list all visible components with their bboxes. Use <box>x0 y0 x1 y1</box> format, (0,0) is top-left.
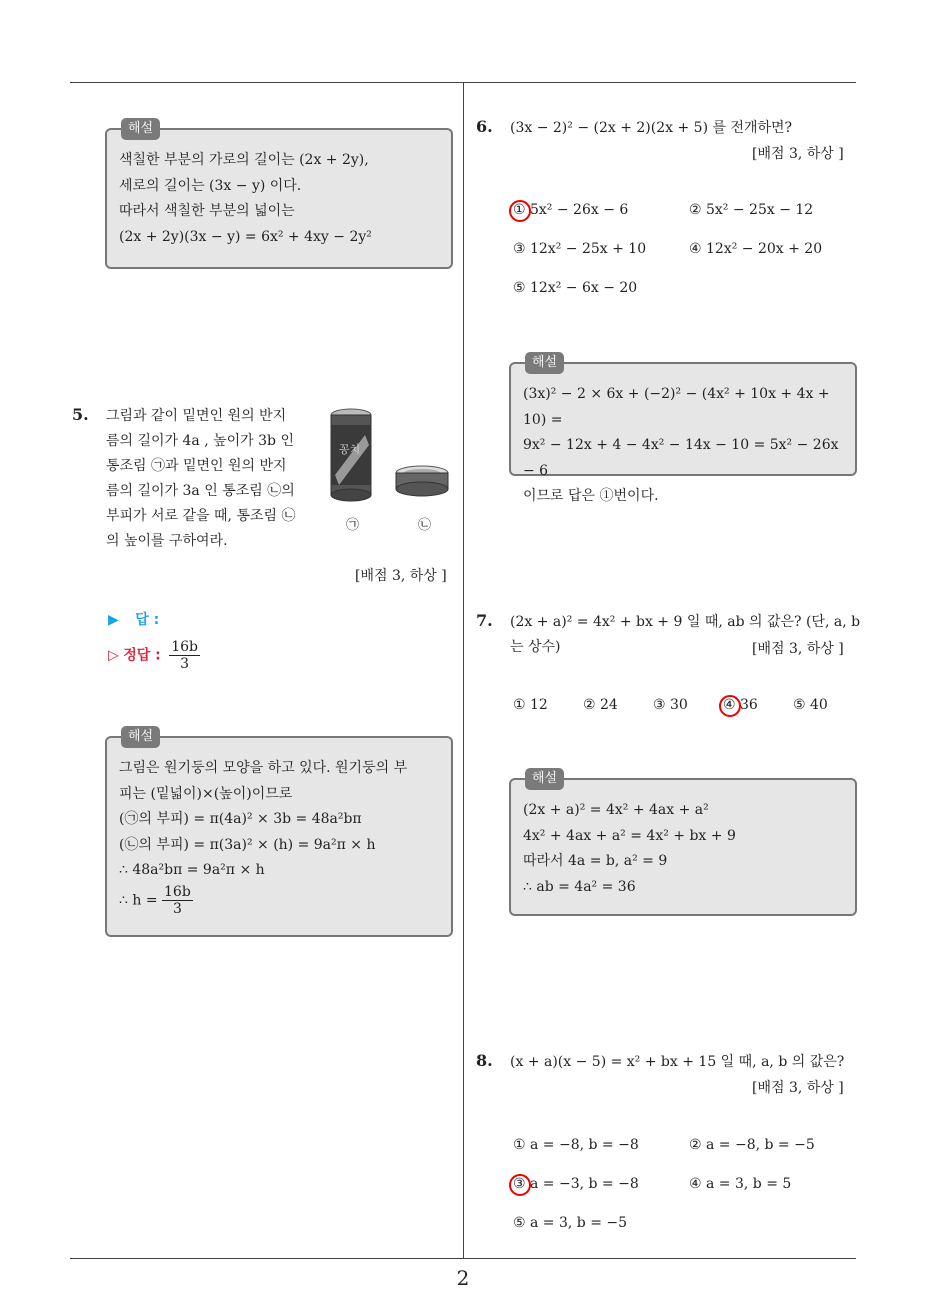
score-q7: [배점 3, 하상 ] <box>752 641 844 657</box>
solution-box-q5 <box>105 729 453 937</box>
option-q8-1[interactable]: ① a = −8, b = −8 <box>513 1137 639 1153</box>
solution-final-line <box>119 884 441 917</box>
solution-line: 9x² − 12x + 4 − 4x² − 14x − 10 = 5x² − 26x − 6 <box>523 437 839 479</box>
option-q6-5[interactable]: ⑤ 12x² − 6x − 20 <box>513 280 638 296</box>
solution-line: (3x)² − 2 × 6x + (−2)² − (4x² + 10x + 4x + 10) = <box>523 386 830 428</box>
can-illustrations <box>325 405 460 505</box>
solution-line: ∴ h = <box>119 892 158 908</box>
question-text-6: (3x − 2)² − (2x + 2)(2x + 5) 를 전개하면? <box>510 120 793 136</box>
solution-line: 4x² + 4ax + a² = 4x² + bx + 9 <box>523 827 736 844</box>
option-q8-4[interactable]: ④ a = 3, b = 5 <box>689 1176 792 1192</box>
option-q7-3[interactable]: ③ 30 <box>653 697 688 713</box>
solution-line: 그림은 원기둥의 모양을 하고 있다. 원기둥의 부 <box>119 760 408 776</box>
short-can-image <box>396 466 448 496</box>
solution-line: 따라서 4a = b, a² = 9 <box>523 853 668 869</box>
score-q6: [배점 3, 하상 ] <box>752 146 844 162</box>
option-q6-4[interactable]: ④ 12x² − 20x + 20 <box>689 241 823 257</box>
question-line: 름의 길이가 4a , 높이가 3b 인 <box>106 433 294 449</box>
can-caption-1: ㉠ <box>346 518 360 533</box>
fraction-numerator: 16b <box>164 883 191 900</box>
fraction-denominator: 3 <box>180 656 190 672</box>
solution-line: 피는 (밑넓이)×(높이)이므로 <box>119 785 293 802</box>
question-number-7: 7. <box>476 611 493 630</box>
solution-line: 색칠한 부분의 가로의 길이는 (2x + 2y), <box>119 152 369 168</box>
score-q8: [배점 3, 하상 ] <box>752 1080 844 1096</box>
answer-label: 답 : <box>135 612 160 628</box>
option-q6-1[interactable]: ① 5x² − 26x − 6 <box>513 202 629 218</box>
correct-arrow-icon: ▷ <box>108 647 119 664</box>
option-q8-3[interactable]: ③ a = −3, b = −8 <box>513 1176 639 1192</box>
question-number-5: 5. <box>72 405 89 424</box>
option-q8-5[interactable]: ⑤ a = 3, b = −5 <box>513 1215 628 1231</box>
option-q7-2[interactable]: ② 24 <box>583 697 618 713</box>
solution-tag: 해설 <box>525 768 564 790</box>
tall-can-image <box>331 409 371 501</box>
solution-tag: 해설 <box>121 726 160 748</box>
correct-answer-row <box>108 639 200 672</box>
solution-line: ∴ ab = 4a² = 36 <box>523 878 636 895</box>
correct-answer-label: 정답 : <box>123 647 161 664</box>
solution-line: 세로의 길이는 (3x − y) 이다. <box>119 177 302 194</box>
answer-arrow-icon: ▶ <box>108 612 119 628</box>
solution-line: (㉡의 부피) = π(3a)² × (h) = 9a²π × h <box>119 836 376 853</box>
option-q6-3[interactable]: ③ 12x² − 25x + 10 <box>513 241 647 257</box>
fraction-numerator: 16b <box>171 639 198 655</box>
score-q5: [배점 3, 하상 ] <box>355 568 447 584</box>
solution-line: ∴ 48a²bπ = 9a²π × h <box>119 862 265 878</box>
solution-line: 따라서 색칠한 부분의 넓이는 <box>119 203 295 219</box>
correct-answer-fraction <box>169 639 200 672</box>
question-text-7-cont: 는 상수) <box>510 639 561 655</box>
can-label: 꽁치 <box>339 443 361 456</box>
solution-line: (㉠의 부피) = π(4a)² × 3b = 48a²bπ <box>119 811 362 827</box>
question-line: 그림과 같이 밑면인 원의 반지 <box>106 408 287 424</box>
question-line: 름의 길이가 3a 인 통조림 ㉡의 <box>106 483 295 499</box>
question-number-8: 8. <box>476 1051 493 1070</box>
question-text-7: (2x + a)² = 4x² + bx + 9 일 때, ab 의 값은? (단, a, b <box>510 614 861 630</box>
question-number-6: 6. <box>476 117 493 136</box>
option-q6-2[interactable]: ② 5x² − 25x − 12 <box>689 202 814 218</box>
selected-answer-mark <box>509 1174 531 1196</box>
option-q7-5[interactable]: ⑤ 40 <box>793 697 828 713</box>
page-number: 2 <box>456 1266 470 1290</box>
solution-fraction <box>162 884 193 917</box>
solution-box-q7 <box>509 771 857 916</box>
solution-box-q6 <box>509 355 857 504</box>
question-text-8: (x + a)(x − 5) = x² + bx + 15 일 때, a, b 의 값은? <box>510 1054 845 1070</box>
option-q7-1[interactable]: ① 12 <box>513 697 548 713</box>
solution-box-q4 <box>105 121 453 269</box>
question-text-5 <box>106 404 316 554</box>
fraction-denominator: 3 <box>172 900 182 917</box>
can-caption-2: ㉡ <box>418 518 432 533</box>
solution-line: (2x + 2y)(3x − y) = 6x² + 4xy − 2y² <box>119 228 372 245</box>
solution-tag: 해설 <box>525 352 564 374</box>
solution-line: (2x + a)² = 4x² + 4ax + a² <box>523 802 709 818</box>
answer-row <box>108 609 159 629</box>
question-line: 의 높이를 구하여라. <box>106 533 228 549</box>
column-divider <box>463 83 464 1259</box>
option-q8-2[interactable]: ② a = −8, b = −5 <box>689 1137 815 1153</box>
question-line: 통조림 ㉠과 밑면인 원의 반지 <box>106 458 287 474</box>
option-q7-4[interactable]: ④ 36 <box>723 697 758 713</box>
solution-line: 이므로 답은 ①번이다. <box>523 488 659 504</box>
selected-answer-mark <box>509 200 531 222</box>
question-line: 부피가 서로 같을 때, 통조림 ㉡ <box>106 508 296 524</box>
solution-tag: 해설 <box>121 118 160 140</box>
selected-answer-mark <box>719 695 741 717</box>
